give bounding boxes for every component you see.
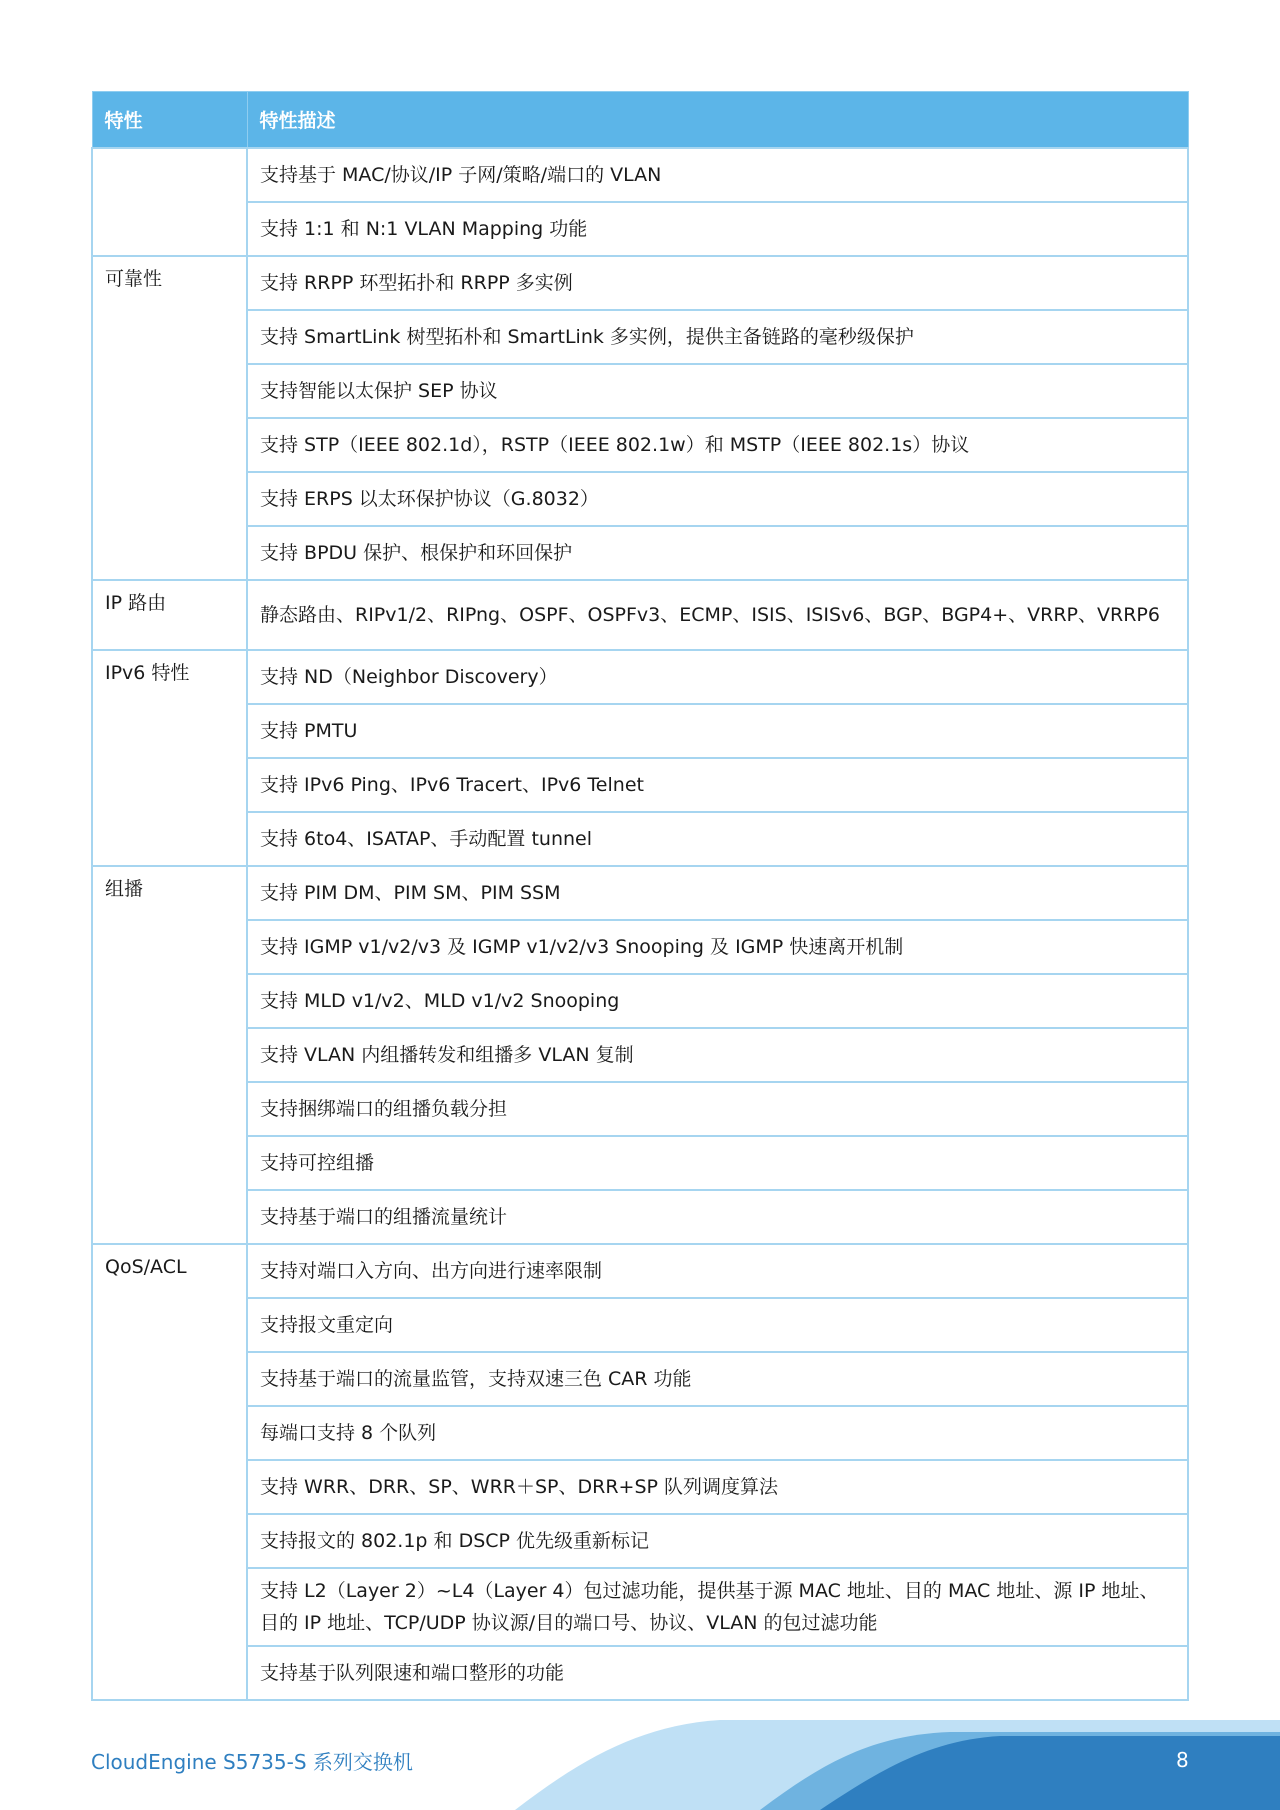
feature-description: 每端口支持 8 个队列 (247, 1406, 1188, 1460)
table-row (92, 920, 1188, 974)
feature-description: 支持 ND（Neighbor Discovery） (247, 650, 1188, 704)
table-row (92, 866, 1188, 920)
table-row (92, 1028, 1188, 1082)
feature-description: 支持对端口入方向、出方向进行速率限制 (247, 1244, 1188, 1298)
feature-description: 静态路由、RIPv1/2、RIPng、OSPF、OSPFv3、ECMP、ISIS、ISISv6、BGP、BGP4+、VRRP、VRRP6 (247, 580, 1188, 650)
table-row (92, 1298, 1188, 1352)
feature-description: 支持 PIM DM、PIM SM、PIM SSM (247, 866, 1188, 920)
table-row (92, 704, 1188, 758)
feature-description: 支持 L2（Layer 2）~L4（Layer 4）包过滤功能，提供基于源 MAC 地址、目的 MAC 地址、源 IP 地址、目的 IP 地址、TCP/UDP 协议源/目的端口号、协议、VLAN 的包过滤功能 (247, 1568, 1188, 1646)
feature-description: 支持 VLAN 内组播转发和组播多 VLAN 复制 (247, 1028, 1188, 1082)
table-header-row (92, 92, 1188, 149)
table-row (92, 1406, 1188, 1460)
table-row (92, 256, 1188, 310)
table-row (92, 1568, 1188, 1646)
spec-table (91, 91, 1189, 1701)
feature-description: 支持报文的 802.1p 和 DSCP 优先级重新标记 (247, 1514, 1188, 1568)
feature-description: 支持 IPv6 Ping、IPv6 Tracert、IPv6 Telnet (247, 758, 1188, 812)
feature-description: 支持 1:1 和 N:1 VLAN Mapping 功能 (247, 202, 1188, 256)
table-body (92, 148, 1188, 1700)
table-row (92, 364, 1188, 418)
feature-description: 支持 RRPP 环型拓扑和 RRPP 多实例 (247, 256, 1188, 310)
feature-category (92, 148, 247, 256)
feature-description: 支持 BPDU 保护、根保护和环回保护 (247, 526, 1188, 580)
table-row (92, 1244, 1188, 1298)
feature-description: 支持 IGMP v1/v2/v3 及 IGMP v1/v2/v3 Snooping 及 IGMP 快速离开机制 (247, 920, 1188, 974)
feature-description: 支持 6to4、ISATAP、手动配置 tunnel (247, 812, 1188, 866)
feature-description: 支持基于端口的组播流量统计 (247, 1190, 1188, 1244)
feature-description: 支持 ERPS 以太环保护协议（G.8032） (247, 472, 1188, 526)
table-row (92, 1514, 1188, 1568)
feature-category: IP 路由 (92, 580, 247, 650)
page-number: 8 (1176, 1748, 1189, 1772)
footer-product-title: CloudEngine S5735-S 系列交换机 (91, 1750, 413, 1774)
feature-category: IPv6 特性 (92, 650, 247, 866)
feature-description: 支持可控组播 (247, 1136, 1188, 1190)
feature-description: 支持 PMTU (247, 704, 1188, 758)
feature-description: 支持基于端口的流量监管，支持双速三色 CAR 功能 (247, 1352, 1188, 1406)
feature-category: 可靠性 (92, 256, 247, 580)
table-row (92, 758, 1188, 812)
feature-category: QoS/ACL (92, 1244, 247, 1700)
feature-description: 支持捆绑端口的组播负载分担 (247, 1082, 1188, 1136)
table-row (92, 148, 1188, 202)
feature-description: 支持智能以太保护 SEP 协议 (247, 364, 1188, 418)
table-row (92, 472, 1188, 526)
header-feature: 特性 (92, 92, 247, 149)
table-row (92, 1136, 1188, 1190)
table-row (92, 310, 1188, 364)
feature-description: 支持 SmartLink 树型拓朴和 SmartLink 多实例，提供主备链路的毫秒级保护 (247, 310, 1188, 364)
table-row (92, 1082, 1188, 1136)
table-row (92, 974, 1188, 1028)
table-row (92, 580, 1188, 650)
table-row (92, 812, 1188, 866)
feature-description: 支持 WRR、DRR、SP、WRR＋SP、DRR+SP 队列调度算法 (247, 1460, 1188, 1514)
feature-category: 组播 (92, 866, 247, 1244)
table-row (92, 418, 1188, 472)
header-description: 特性描述 (247, 92, 1188, 149)
feature-description: 支持 MLD v1/v2、MLD v1/v2 Snooping (247, 974, 1188, 1028)
table-row (92, 1646, 1188, 1700)
feature-description: 支持基于 MAC/协议/IP 子网/策略/端口的 VLAN (247, 148, 1188, 202)
table-row (92, 1190, 1188, 1244)
table-row (92, 202, 1188, 256)
feature-description: 支持 STP（IEEE 802.1d），RSTP（IEEE 802.1w）和 MSTP（IEEE 802.1s）协议 (247, 418, 1188, 472)
table-row (92, 1460, 1188, 1514)
feature-description: 支持基于队列限速和端口整形的功能 (247, 1646, 1188, 1700)
table-row (92, 1352, 1188, 1406)
feature-description: 支持报文重定向 (247, 1298, 1188, 1352)
table-row (92, 526, 1188, 580)
table-row (92, 650, 1188, 704)
